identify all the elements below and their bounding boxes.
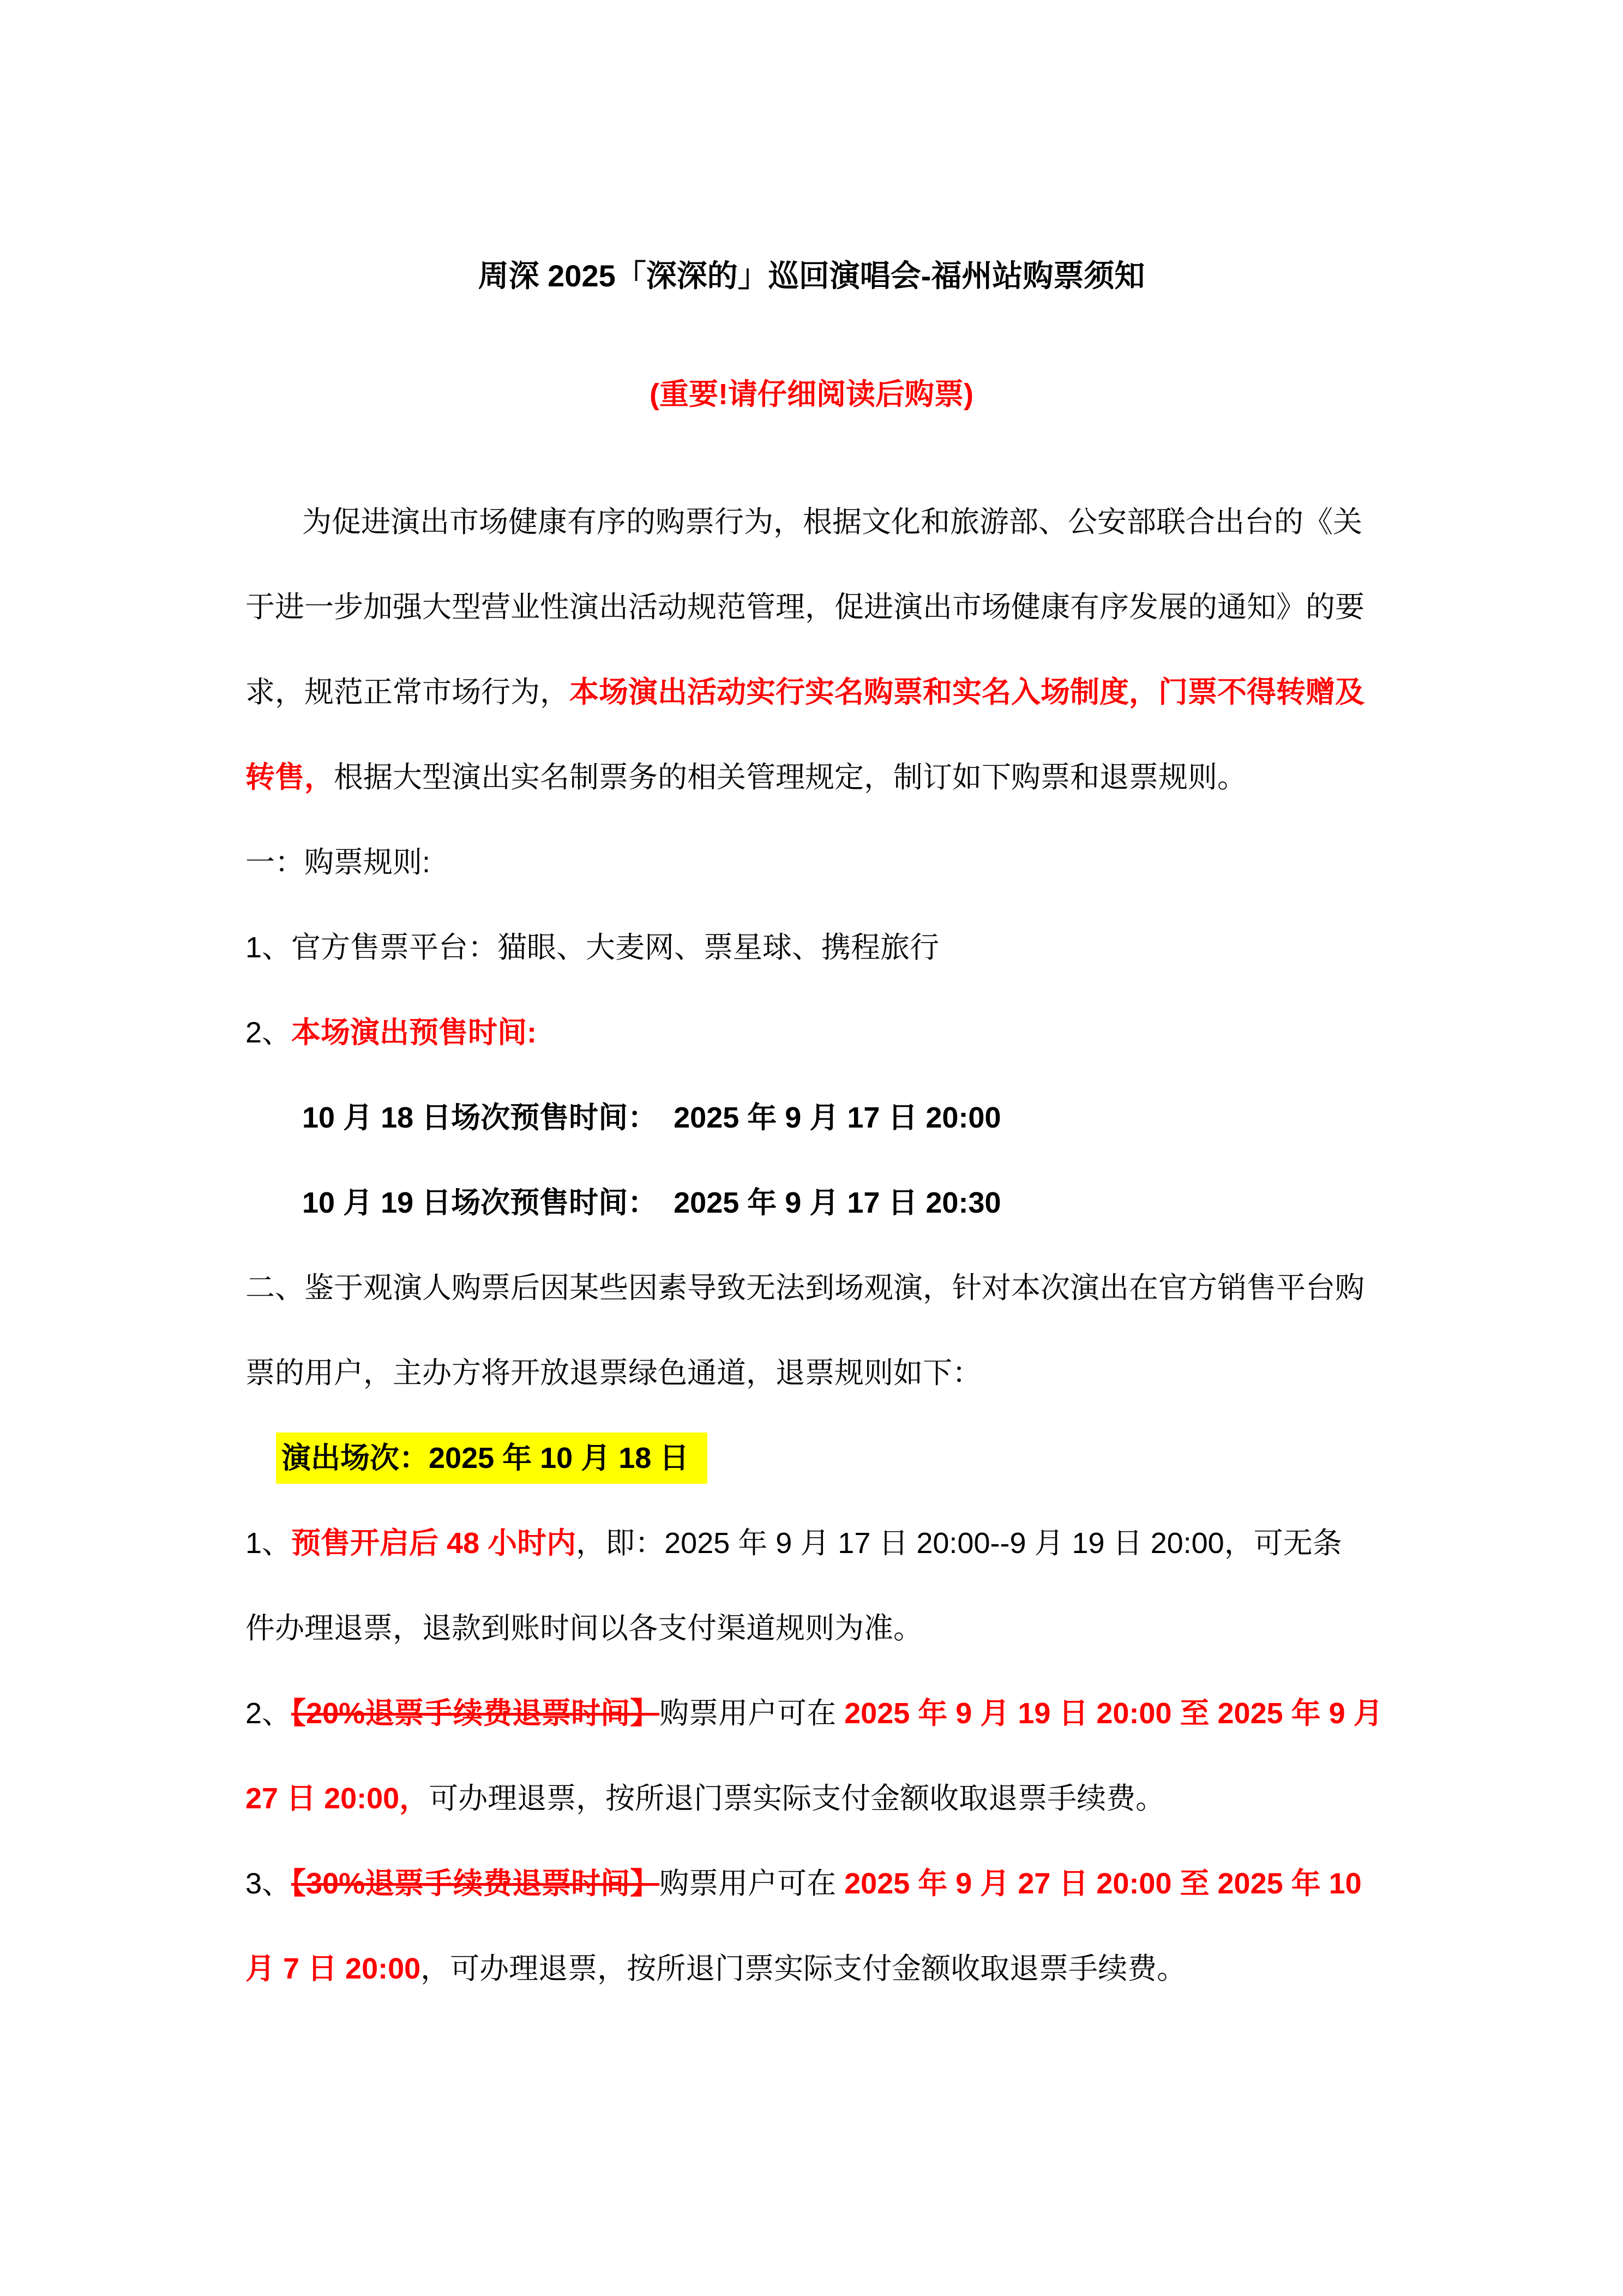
text-run: 票的用户，主办方将开放退票绿色通道，退票规则如下： bbox=[245, 1357, 982, 1389]
text-run: 本场演出预售时间: bbox=[291, 1016, 537, 1049]
text-run: 【30%退票手续费退票时间】 bbox=[291, 1867, 660, 1900]
text-line bbox=[245, 820, 1385, 905]
text-run: 二、鉴于观演人购票后因某些因素导致无法到场观演，针对本次演出在官方销售平台购 bbox=[245, 1272, 1364, 1304]
text-run: 2025 年 9 月 19 日 20:00 至 2025 年 9 月 bbox=[844, 1697, 1383, 1730]
text-run: 1、官方售票平台：猫眼、大麦网、票星球、携程旅行 bbox=[245, 931, 940, 964]
text-run: 1、 bbox=[245, 1527, 292, 1560]
text-run: 2、 bbox=[245, 1016, 292, 1049]
text-line bbox=[245, 990, 1385, 1075]
text-run: 可办理退票，按所退门票实际支付金额收取退票手续费。 bbox=[429, 1782, 1165, 1815]
text-run: 【20%退票手续费退票时间】 bbox=[291, 1697, 660, 1730]
text-line bbox=[245, 1245, 1385, 1330]
text-line bbox=[245, 1926, 1385, 2011]
text-run: 为促进演出市场健康有序的购票行为，根据文化和旅游部、公安部联合出台的《关 bbox=[302, 506, 1362, 538]
text-run: 2025 年 9 月 27 日 20:00 至 2025 年 10 bbox=[844, 1867, 1362, 1900]
text-run: ，可办理退票，按所退门票实际支付金额收取退票手续费。 bbox=[420, 1952, 1187, 1985]
text-run: 预售开启后 48 小时内 bbox=[291, 1527, 576, 1560]
text-run: 本场演出活动实行实名购票和实名入场制度，门票不得转赠及 bbox=[569, 676, 1364, 709]
text-run: 购票用户可在 bbox=[659, 1697, 845, 1730]
text-run: 3、 bbox=[245, 1867, 292, 1900]
text-line bbox=[245, 905, 1385, 990]
text-line bbox=[245, 1671, 1385, 1756]
text-line bbox=[245, 1330, 1385, 1416]
text-run: 于进一步加强大型营业性演出活动规范管理，促进演出市场健康有序发展的通知》的要 bbox=[245, 591, 1364, 624]
text-run: 转售， bbox=[245, 761, 334, 794]
text-line bbox=[245, 735, 1385, 820]
text-run: 求，规范正常市场行为， bbox=[245, 676, 569, 709]
text-line bbox=[245, 1586, 1385, 1671]
text-line bbox=[245, 1756, 1385, 1841]
text-line bbox=[245, 1501, 1385, 1586]
page-title: 周深 2025「深深的」巡回演唱会-福州站购票须知 bbox=[478, 259, 1145, 293]
page-subtitle: (重要!请仔细阅读后购票) bbox=[650, 378, 973, 411]
text-run: ，即：2025 年 9 月 17 日 20:00--9 月 19 日 20:00，可无条 bbox=[576, 1527, 1342, 1560]
text-line bbox=[245, 1160, 1385, 1245]
text-run: 一：购票规则: bbox=[245, 846, 431, 879]
text-run: 购票用户可在 bbox=[659, 1867, 845, 1900]
highlighted-text-run: 演出场次：2025 年 10 月 18 日 bbox=[276, 1432, 707, 1484]
text-run: 10 月 18 日场次预售时间： 2025 年 9 月 17 日 20:00 bbox=[302, 1101, 1001, 1134]
text-line bbox=[245, 479, 1385, 565]
document-body bbox=[245, 479, 1385, 2011]
text-line bbox=[245, 1075, 1385, 1160]
text-line bbox=[245, 1841, 1385, 1926]
text-run: 2、 bbox=[245, 1697, 292, 1730]
text-run: 10 月 19 日场次预售时间： 2025 年 9 月 17 日 20:30 bbox=[302, 1186, 1001, 1219]
text-run: 月 7 日 20:00 bbox=[245, 1952, 421, 1985]
text-run: 根据大型演出实名制票务的相关管理规定，制订如下购票和退票规则。 bbox=[334, 761, 1247, 794]
text-line bbox=[245, 565, 1385, 650]
text-run: 27 日 20:00， bbox=[245, 1782, 429, 1815]
text-run: 件办理退票，退款到账时间以各支付渠道规则为准。 bbox=[245, 1612, 923, 1645]
text-line bbox=[245, 1416, 1385, 1501]
text-line bbox=[245, 650, 1385, 735]
